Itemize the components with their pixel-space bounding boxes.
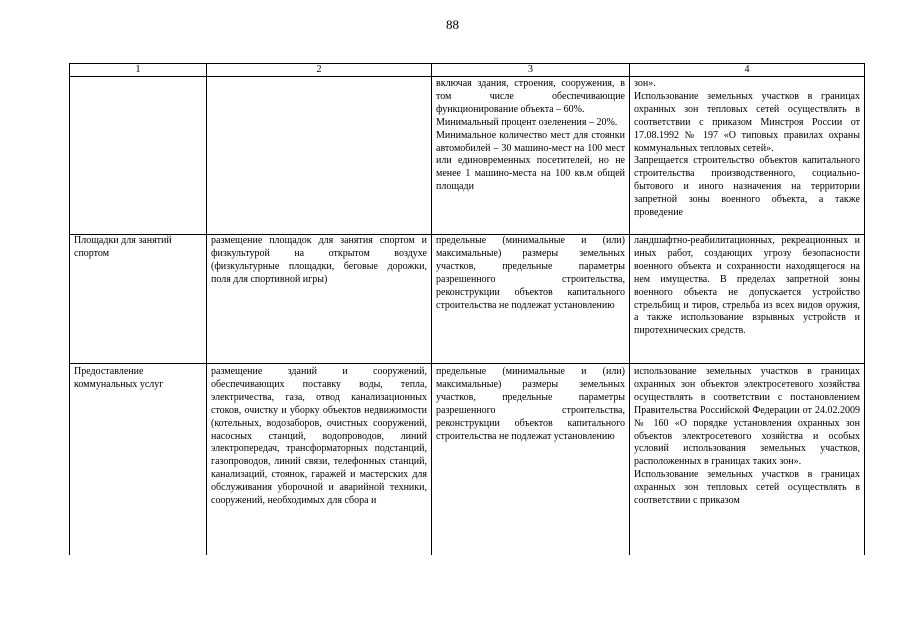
row-1-parameters-para-1: включая здания, строения, сооружения, в том числе обеспечивающие функционирование объекта – 60%. [436, 78, 625, 115]
row-3-use-type: Предоставление коммунальных услуг [70, 364, 207, 556]
row-3-use-description: размещение зданий и сооружений, обеспечивающих поставку воды, тепла, электричества, газа, отвод канализационных стоков, очистку и уборку объектов недвижимости (котельных, водозаборов, очистных сооружений, насосных станций, водопроводов, линий электропередач, трансформаторных подстанций, газопроводов, линий связи, телефонных станций, канализаций, стоянок, гаражей и мастерских для обслуживания уборочной и аварийной техники, сооружений, необходимых для сбора и [207, 364, 432, 556]
row-3-restrictions-para-2: Использование земельных участков в границах охранных зон тепловых сетей осуществлять в соответствии с приказом [634, 469, 860, 507]
column-header-3: 3 [432, 64, 630, 77]
row-1-restrictions [630, 77, 865, 235]
row-2-parameters [432, 235, 630, 364]
row-3-parameters-para-1: предельные (минимальные и (или) максимальные) размеры земельных участков, предельные параметры разрешенного строительства, реконструкции объектов капитального строительства не подлежат установлению [436, 366, 625, 442]
table-row [70, 235, 865, 364]
row-2-restrictions-para-1: ландшафтно-реабилитационных, рекреационных и иных работ, создающих угрозу безопасности военного объекта и сохранности находящегося на нем имущества. В пределах запретной зоны военного объекта не допускается устройство стрельбищ и тиров, стрельба из всех видов оружия, а также использование взрывных устройств и пиротехнических средств. [634, 235, 860, 337]
row-3-restrictions-para-1: использование земельных участков в границах охранных зон объектов электросетевого хозяйства осуществлять в соответствии с постановлением Правительства Российской Федерации от 24.02.2009 № 160 «О порядке установления охранных зон объектов электросетевого хозяйства и особых условий использования земельных участков, расположенных в границах таких зон». [634, 366, 860, 468]
row-2-parameters-para-1: предельные (минимальные и (или) максимальные) размеры земельных участков, предельные параметры разрешенного строительства, реконструкции объектов капитального строительства не подлежат установлению [436, 235, 625, 311]
row-1-parameters-para-3: Минимальное количество мест для стоянки автомобилей – 30 машино-мест на 100 мест или единовременных посетителей, но не менее 1 машино-места на 100 кв.м общей площади [436, 129, 625, 193]
zoning-table [69, 63, 865, 555]
row-2-restrictions [630, 235, 865, 364]
row-3-parameters [432, 364, 630, 556]
row-1-use-type [70, 77, 207, 235]
column-header-1: 1 [70, 64, 207, 77]
row-2-use-type: Площадки для занятий спортом [70, 235, 207, 364]
page-number: 88 [446, 17, 459, 32]
column-header-2: 2 [207, 64, 432, 77]
row-1-restrictions-para-2: Использование земельных участков в границах охранных зон тепловых сетей осуществлять в соответствии с приказом Минстроя России от 17.08.1992 № 197 «О типовых правилах охраны коммунальных тепловых сетей». [634, 90, 860, 154]
table-row [70, 364, 865, 556]
table-header-row [70, 64, 865, 77]
row-2-use-description: размещение площадок для занятия спортом и физкультурой на открытом воздухе (физкультурные площадки, беговые дорожки, поля для спортивной игры) [207, 235, 432, 364]
row-1-restrictions-para-1: зон». [634, 78, 656, 89]
row-1-restrictions-para-3: Запрещается строительство объектов капитального строительства производственного, социально-бытового и иного назначения на территории запретной зоны военного объекта, а также проведение [634, 155, 860, 219]
table-row [70, 77, 865, 235]
row-1-parameters [432, 77, 630, 235]
row-3-restrictions [630, 364, 865, 556]
row-1-use-description [207, 77, 432, 235]
column-header-4: 4 [630, 64, 865, 77]
row-1-parameters-para-2: Минимальный процент озеленения – 20%. [436, 116, 618, 128]
